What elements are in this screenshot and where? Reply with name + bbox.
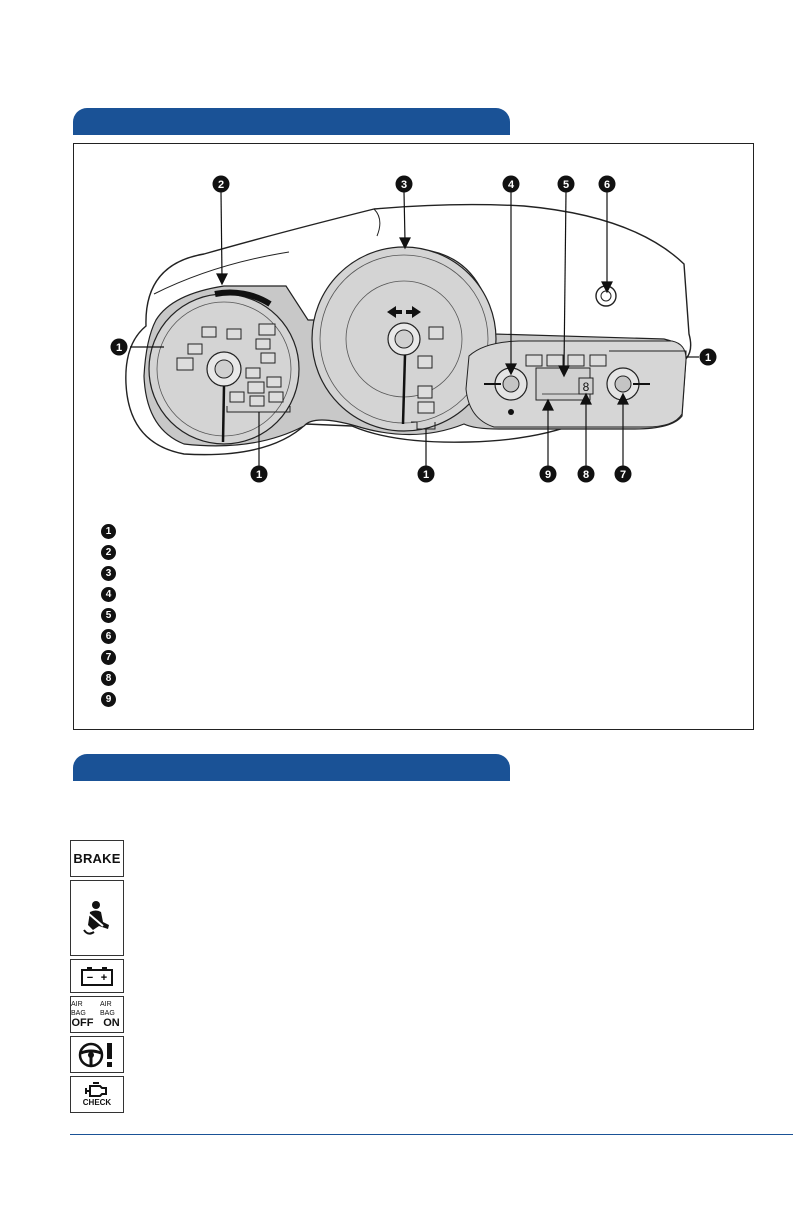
callout-1-bottom-left [251,466,268,483]
legend-item [101,668,116,689]
speedometer-gauge [312,247,496,431]
callout-6-label: 6 [603,179,611,191]
callout-6 [599,176,616,193]
power-steering-warning-icon [70,1036,124,1073]
indicator-light [261,353,275,363]
instrument-cluster-figure [73,143,754,730]
indicator-light [418,386,432,398]
battery-minus: − [86,972,94,984]
instrument-cluster-diagram [74,144,755,731]
callout-1-label: 1 [255,469,263,481]
brake-label: BRAKE [73,851,121,866]
indicator-light [248,382,264,393]
indicator-light [246,368,260,378]
indicator-light [568,355,584,366]
callout-5-label: 5 [562,179,570,191]
battery-charging-icon [70,959,124,993]
legend-number: 5 [101,608,116,623]
legend-number: 4 [101,587,116,602]
warning-lights-list [70,840,124,1116]
legend-number: 8 [101,671,116,686]
section-header-bar [73,754,510,781]
legend-item [101,521,116,542]
callout-2-label: 2 [217,179,225,191]
airbag-off-label: OFF [71,1017,94,1029]
indicator-light [256,339,270,349]
indicator-light [250,396,264,406]
passenger-airbag-icon [70,996,124,1033]
legend-number: 9 [101,692,116,707]
legend-item [101,542,116,563]
indicator-light [227,329,241,339]
tachometer-needle [223,386,224,442]
legend-number: 1 [101,524,116,539]
callout-7 [615,466,632,483]
legend-number: 3 [101,566,116,581]
airbag-on-small: AIR BAG [100,1001,115,1017]
callout-4 [503,176,520,193]
indicator-light [429,327,443,339]
svg-text:8: 8 [582,380,590,394]
legend-item [101,605,116,626]
callout-1-label: 1 [422,469,430,481]
callout-1-label: 1 [115,342,123,354]
brake-warning-icon [70,840,124,877]
callout-1-right [700,349,717,366]
left-turn-signal-icon [396,310,402,314]
indicator-light [418,402,434,413]
callout-8 [578,466,595,483]
callout-1-label: 1 [704,352,712,364]
callout-4-label: 4 [507,179,515,191]
callout-1-left [111,339,128,356]
check-label: CHECK [82,1098,112,1107]
airbag-on-label: ON [103,1017,120,1029]
indicator-light [547,355,563,366]
indicator-light [202,327,216,337]
indicator-light [177,358,193,370]
indicator-light [267,377,281,387]
airbag-off-small: AIR BAG [71,1001,86,1017]
seatbelt-reminder-icon [70,880,124,956]
tachometer-gauge [149,292,299,444]
callout-8-label: 8 [582,469,590,481]
check-engine-icon [70,1076,124,1113]
legend-item [101,689,116,710]
callout-3 [396,176,413,193]
callout-7-label: 7 [619,469,627,481]
indicator-light [418,356,432,368]
indicator-light [259,324,275,335]
battery-plus: + [100,972,108,984]
legend-item [101,563,116,584]
indicator-light [526,355,542,366]
seatbelt-reminder-icon [80,900,114,936]
indicator-light [188,344,202,354]
legend-item [101,584,116,605]
callout-9-label: 9 [544,469,552,481]
indicator-light [230,392,244,402]
callout-5 [558,176,575,193]
indicator-light [269,392,283,402]
legend-number: 7 [101,650,116,665]
callout-9 [540,466,557,483]
footer-rule [70,1134,793,1135]
right-turn-signal-icon [406,310,412,314]
legend-item [101,647,116,668]
legend-item [101,626,116,647]
callout-3-label: 3 [400,179,408,191]
legend-number: 2 [101,545,116,560]
callout-2 [213,176,230,193]
callout-legend [101,521,116,710]
indicator-light [590,355,606,366]
callout-1-bottom-center [418,466,435,483]
legend-number: 6 [101,629,116,644]
section-header-bar [73,108,510,135]
